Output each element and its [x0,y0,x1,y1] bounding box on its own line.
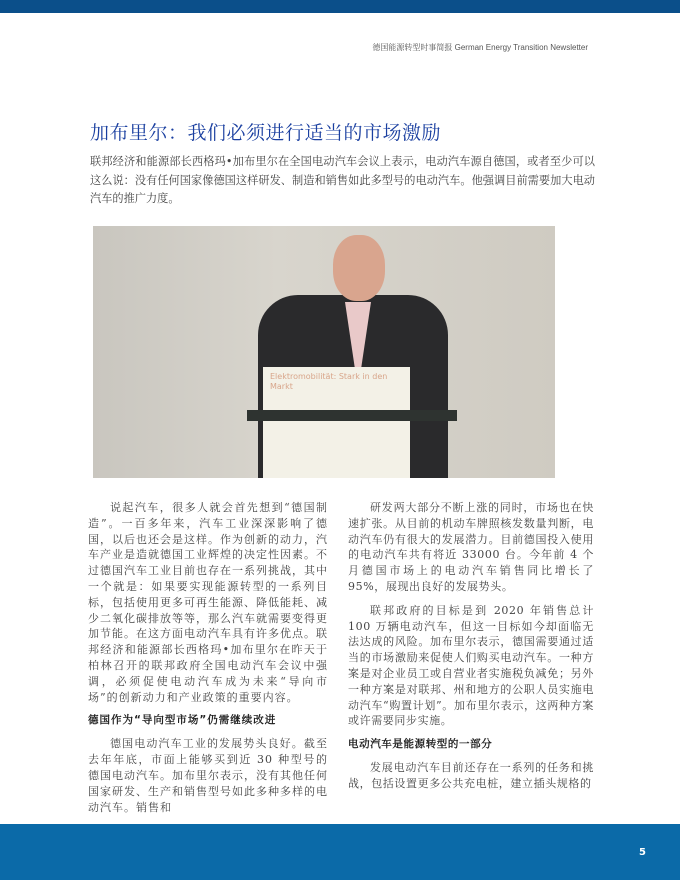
left-column [88,500,328,823]
top-color-bar [0,0,680,13]
section-heading: 德国作为“导向型市场”仍需继续改进 [88,714,277,727]
paragraph: 德国电动汽车工业的发展势头良好。截至去年年底，市面上能够买到近 30 种型号的德国电动汽车。加布里尔表示，没有其他任何国家研发、生产和销售型号如此多种多样的电动汽车。销售和 [88,737,328,814]
paragraph: 说起汽车，很多人就会首先想到“德国制造”。一百多年来，汽车工业深深影响了德国，以后也还会是这样。作为创新的动力，汽车产业是造就德国工业辉煌的决定性因素。不过德国汽车工业目前也存在一系列挑战，其中一个就是：如果要实现能源转型的一系列目标，包括使用更多可再生能源、降低能耗、减少二氧化碳排放等等，那么汽车就需要变得更加节能。在这方面电动汽车具有许多优点。联邦经济和能源部长西格玛•加布里尔在昨天于柏林召开的联邦政府全国电动汽车会议中强调，必须促使电动汽车成为未来“导向市场”的创新动力和产业政策的重要内容。 [88,501,328,704]
article-title: 加布里尔：我们必须进行适当的市场激励 [90,122,442,144]
page-number: 5 [639,847,646,858]
running-header: 德国能源转型时事简报 German Energy Transition Newsletter [372,43,588,52]
paragraph: 发展电动汽车目前还存在一系列的任务和挑战，包括设置更多公共充电桩，建立插头规格的 [348,761,594,790]
article-intro: 联邦经济和能源部长西格玛•加布里尔在全国电动汽车会议上表示，电动汽车源自德国，或者至少可以这么说：没有任何国家像德国这样研发、制造和销售如此多型号的电动汽车。他强调目前需要加大电动汽车的推广力度。 [90,155,595,205]
speaker-head [333,235,385,301]
section-heading: 电动汽车是能源转型的一部分 [348,738,493,751]
podium-top [247,410,457,421]
podium-sign: Elektromobilität: Stark in den Markt [270,372,388,391]
paragraph: 研发两大部分不断上涨的同时，市场也在快速扩张。从目前的机动车牌照核发数量判断，电动汽车仍有很大的发展潜力。目前德国投入使用的电动汽车共有将近 33000 台。今年前 4 个月德国市场上的电动汽车销售同比增长了 95%，展现出良好的发展势头。 [348,501,594,593]
footer-bar [0,824,680,880]
paragraph: 联邦政府的目标是到 2020 年销售总计 100 万辆电动汽车，但这一目标如今却面临无法达成的风险。加布里尔表示，德国需要通过适当的市场激励来促使人们购买电动汽车。一种方案是对企业员工或自营业者实施税负减免；另外一种方案是对联邦、州和地方的公职人员实施电动汽车“购置计划”。加布里尔表示，这两种方案或许需要同步实施。 [348,603,594,728]
right-column [348,500,594,800]
